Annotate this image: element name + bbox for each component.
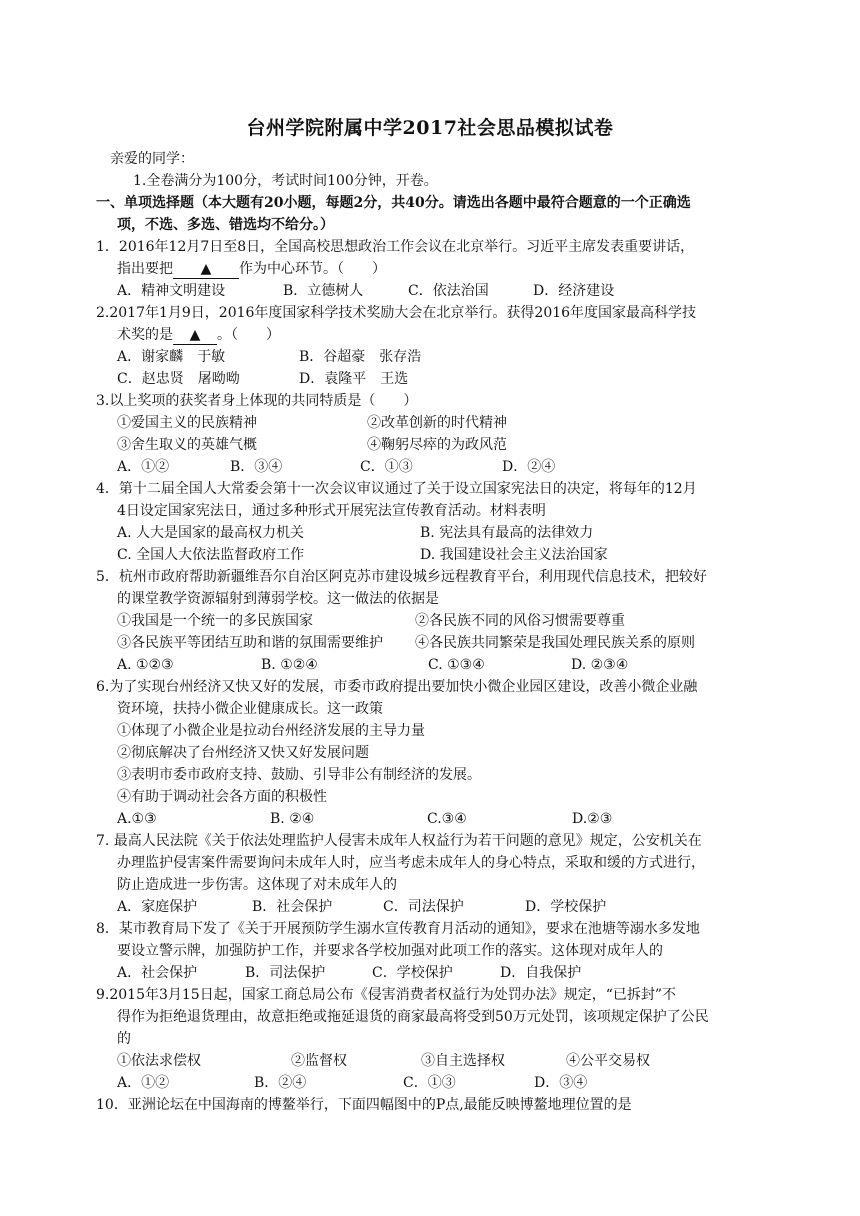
q3-option-c: C．①③: [360, 459, 413, 475]
q1-option-d: D．经济建设: [533, 283, 615, 299]
q8-line1: 8．某市教育局下发了《关于开展预防学生溺水宣传教育月活动的通知》，要求在池塘等溺水多发地: [96, 921, 700, 937]
q2-line1: 2.2017年1月9日，2016年度国家科学技术奖励大会在北京举行。获得2016年度国家最高科学技: [96, 305, 697, 321]
q6-item-4: ④有助于调动社会各方面的积极性: [117, 789, 327, 805]
q9-option-b: B．②④: [254, 1075, 307, 1091]
q6-option-a: A.①③: [117, 811, 157, 827]
q1-line2-post: 作为中心环节。（ ）: [239, 261, 386, 277]
q8-option-a: A．社会保护: [117, 965, 198, 981]
q6-item-2: ②彻底解决了台州经济又快又好发展问题: [117, 745, 369, 761]
q5-line1: 5．杭州市政府帮助新疆维吾尔自治区阿克苏市建设城乡远程教育平台，利用现代信息技术，把较好: [96, 569, 707, 585]
q5-line2: 的课堂教学资源辐射到薄弱学校。这一做法的依据是: [117, 591, 439, 607]
q1-blank: ▲: [173, 260, 239, 279]
q4-option-d: D. 我国建设社会主义法治国家: [420, 547, 608, 563]
q6-option-b: B. ②④: [270, 811, 315, 827]
q6-option-c: C.③④: [427, 811, 467, 827]
q2-line2: [117, 324, 280, 346]
section-heading-line2: 项，不选、多选、错选均不给分。）: [117, 217, 334, 233]
section-heading-line1: 一、单项选择题（本大题有20小题，每题2分，共40分。请选出各题中最符合题意的一个正确选: [96, 195, 691, 211]
q4-option-c: C. 全国人大依法监督政府工作: [117, 547, 305, 563]
q2-line2-pre: 术奖的是: [117, 327, 173, 343]
q9-option-a: A．①②: [117, 1075, 170, 1091]
q2-line2-post: 。（ ）: [217, 327, 280, 343]
q7-option-a: A．家庭保护: [117, 899, 198, 915]
q9-line3: 的: [117, 1031, 131, 1047]
q5-option-b: B. ①②④: [261, 657, 318, 673]
q5-item-3: ③各民族平等团结互助和谐的氛围需要维护: [117, 635, 383, 651]
q2-option-a: A．谢家麟 于敏: [117, 349, 226, 365]
q3-item-2: ②改革创新的时代精神: [367, 415, 507, 431]
q4-option-b: B. 宪法具有最高的法律效力: [420, 525, 594, 541]
q1-option-a: A．精神文明建设: [117, 283, 226, 299]
q6-option-d: D.②③: [572, 811, 613, 827]
q2-option-b: B．谷超豪 张存浩: [299, 349, 422, 365]
q7-option-d: D．学校保护: [525, 899, 607, 915]
q3-option-d: D．②④: [502, 459, 556, 475]
q1-option-c: C．依法治国: [408, 283, 489, 299]
q3-item-1: ①爱国主义的民族精神: [117, 415, 257, 431]
q5-option-c: C. ①③④: [428, 657, 485, 673]
q1-line1: 1．2016年12月7日至8日，全国高校思想政治工作会议在北京举行。习近平主席发表重要讲话，: [96, 239, 695, 255]
q7-line2: 办理监护侵害案件需要询问未成年人时，应当考虑未成年人的身心特点，采取和缓的方式进行，: [117, 855, 705, 871]
q2-blank: ▲: [173, 326, 217, 345]
q3-item-4: ④鞠躬尽瘁的为政风范: [367, 437, 507, 453]
exam-note: 1.全卷满分为100分，考试时间100分钟，开卷。: [133, 173, 438, 189]
q10-line1: 10．亚洲论坛在中国海南的博鳌举行，下面四幅图中的P点,最能反映博鳌地理位置的是: [96, 1097, 632, 1113]
q6-line2: 资环境，扶持小微企业健康成长。这一政策: [117, 701, 383, 717]
q1-line2: [117, 258, 386, 280]
q9-option-d: D．③④: [534, 1075, 588, 1091]
q5-item-1: ①我国是一个统一的多民族国家: [117, 613, 313, 629]
q7-option-b: B．社会保护: [252, 899, 333, 915]
q6-item-3: ③表明市委市政府支持、鼓励、引导非公有制经济的发展。: [117, 767, 481, 783]
q7-line1: 7. 最高人民法院《关于依法处理监护人侵害未成年人权益行为若干问题的意见》规定，公安机关在: [96, 833, 702, 849]
q5-option-d: D. ②③④: [571, 657, 629, 673]
q8-option-d: D．自我保护: [500, 965, 582, 981]
q2-option-d: D．袁隆平 王选: [299, 371, 409, 387]
q9-item-2: ②监督权: [291, 1053, 347, 1069]
q3-option-a: A．①②: [117, 459, 170, 475]
q4-line2: 4日设定国家宪法日，通过多种形式开展宪法宣传教育活动。材料表明: [117, 503, 546, 519]
q6-line1: 6.为了实现台州经济又快又好的发展，市委市政府提出要加快小微企业园区建设，改善小微企业融: [96, 679, 698, 695]
q7-option-c: C．司法保护: [383, 899, 464, 915]
q9-item-1: ①依法求偿权: [117, 1053, 201, 1069]
q5-item-2: ②各民族不同的风俗习惯需要尊重: [415, 613, 625, 629]
q1-line2-pre: 指出要把: [117, 261, 173, 277]
q3-line1: 3.以上奖项的获奖者身上体现的共同特质是（ ）: [96, 393, 418, 409]
q7-line3: 防止造成进一步伤害。这体现了对未成年人的: [117, 877, 397, 893]
greeting: 亲爱的同学：: [110, 151, 194, 167]
q9-item-3: ③自主选择权: [421, 1053, 505, 1069]
q9-line2: 得作为拒绝退货理由，故意拒绝或拖延退货的商家最高将受到50万元处罚，该项规定保护了公民: [117, 1009, 709, 1025]
q4-line1: 4．第十二届全国人大常委会第十一次会议审议通过了关于设立国家宪法日的决定，将每年的12月: [96, 481, 697, 497]
page-title: 台州学院附属中学2017社会思品模拟试卷: [246, 117, 614, 139]
q8-line2: 要设立警示牌，加强防护工作，并要求各学校加强对此项工作的落实。这体现对成年人的: [117, 943, 663, 959]
q1-option-b: B．立德树人: [283, 283, 364, 299]
q9-line1: 9.2015年3月15日起，国家工商总局公布《侵害消费者权益行为处罚办法》规定，“已拆封”不: [96, 987, 677, 1003]
q9-item-4: ④公平交易权: [566, 1053, 650, 1069]
q4-option-a: A. 人大是国家的最高权力机关: [117, 525, 305, 541]
q8-option-b: B．司法保护: [245, 965, 326, 981]
q3-item-3: ③舍生取义的英雄气概: [117, 437, 257, 453]
q8-option-c: C．学校保护: [372, 965, 453, 981]
q5-item-4: ④各民族共同繁荣是我国处理民族关系的原则: [415, 635, 695, 651]
q2-option-c: C．赵忠贤 屠呦呦: [117, 371, 240, 387]
q9-option-c: C．①③: [403, 1075, 456, 1091]
q5-option-a: A. ①②③: [117, 657, 174, 673]
q3-option-b: B．③④: [230, 459, 283, 475]
q6-item-1: ①体现了小微企业是拉动台州经济发展的主导力量: [117, 723, 425, 739]
